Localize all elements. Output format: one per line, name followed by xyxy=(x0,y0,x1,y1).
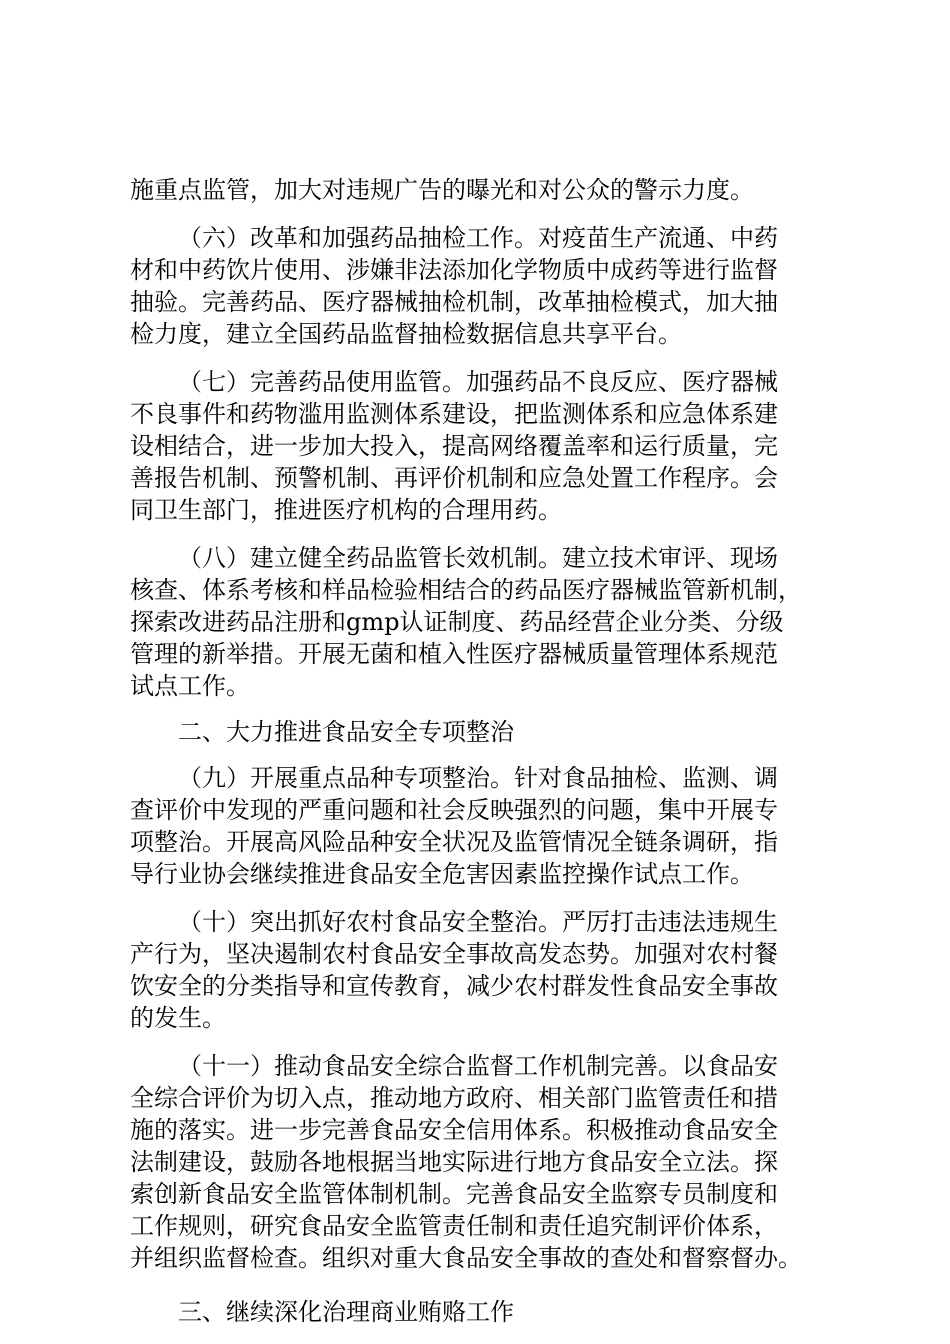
text-line: 项整治。开展高风险品种安全状况及监管情况全链条调研，指 xyxy=(130,828,778,856)
text-line: （十一）推动食品安全综合监督工作机制完善。以食品安 xyxy=(178,1052,778,1080)
text-line: 试点工作。 xyxy=(130,672,250,700)
text-line: 全综合评价为切入点，推动地方政府、相关部门监管责任和措 xyxy=(130,1084,778,1112)
text-line: （六）改革和加强药品抽检工作。对疫苗生产流通、中药 xyxy=(178,224,778,252)
text-line: 检力度，建立全国药品监督抽检数据信息共享平台。 xyxy=(130,320,682,348)
text-line: 核查、体系考核和样品检验相结合的药品医疗器械监管新机制， xyxy=(130,576,802,604)
text-line: 管理的新举措。开展无菌和植入性医疗器械质量管理体系规范 xyxy=(130,640,778,668)
section-heading: 三、继续深化治理商业贿赂工作 xyxy=(178,1298,514,1326)
text-line: 不良事件和药物滥用监测体系建设，把监测体系和应急体系建 xyxy=(130,400,778,428)
text-line: 索创新食品安全监管体制机制。完善食品安全监察专员制度和 xyxy=(130,1180,778,1208)
text-line: （八）建立健全药品监管长效机制。建立技术审评、现场 xyxy=(178,544,778,572)
text-line: 查评价中发现的严重问题和社会反映强烈的问题，集中开展专 xyxy=(130,796,778,824)
text-line: 施的落实。进一步完善食品安全信用体系。积极推动食品安全 xyxy=(130,1116,778,1144)
text-line: （十）突出抓好农村食品安全整治。严厉打击违法违规生 xyxy=(178,908,778,936)
text-line: 并组织监督检查。组织对重大食品安全事故的查处和督察督办。 xyxy=(130,1244,802,1272)
text-line: （九）开展重点品种专项整治。针对食品抽检、监测、调 xyxy=(178,764,778,792)
text-line: 产行为，坚决遏制农村食品安全事故高发态势。加强对农村餐 xyxy=(130,940,778,968)
text-line: 施重点监管，加大对违规广告的曝光和对公众的警示力度。 xyxy=(130,176,754,204)
text-line: 抽验。完善药品、医疗器械抽检机制，改革抽检模式，加大抽 xyxy=(130,288,778,316)
text-line: 善报告机制、预警机制、再评价机制和应急处置工作程序。会 xyxy=(130,464,778,492)
text-line: 探索改进药品注册和gmp认证制度、药品经营企业分类、分级 xyxy=(130,608,784,636)
text-line: 材和中药饮片使用、涉嫌非法添加化学物质中成药等进行监督 xyxy=(130,256,778,284)
text-line: 法制建设，鼓励各地根据当地实际进行地方食品安全立法。探 xyxy=(130,1148,778,1176)
section-heading: 二、大力推进食品安全专项整治 xyxy=(178,718,514,746)
text-line: （七）完善药品使用监管。加强药品不良反应、医疗器械 xyxy=(178,368,778,396)
text-line: 工作规则，研究食品安全监管责任制和责任追究制评价体系， xyxy=(130,1212,778,1240)
text-line: 饮安全的分类指导和宣传教育，减少农村群发性食品安全事故 xyxy=(130,972,778,1000)
text-line: 的发生。 xyxy=(130,1004,226,1032)
text-line: 同卫生部门，推进医疗机构的合理用药。 xyxy=(130,496,562,524)
text-line: 设相结合，进一步加大投入，提高网络覆盖率和运行质量，完 xyxy=(130,432,778,460)
text-line: 导行业协会继续推进食品安全危害因素监控操作试点工作。 xyxy=(130,860,754,888)
